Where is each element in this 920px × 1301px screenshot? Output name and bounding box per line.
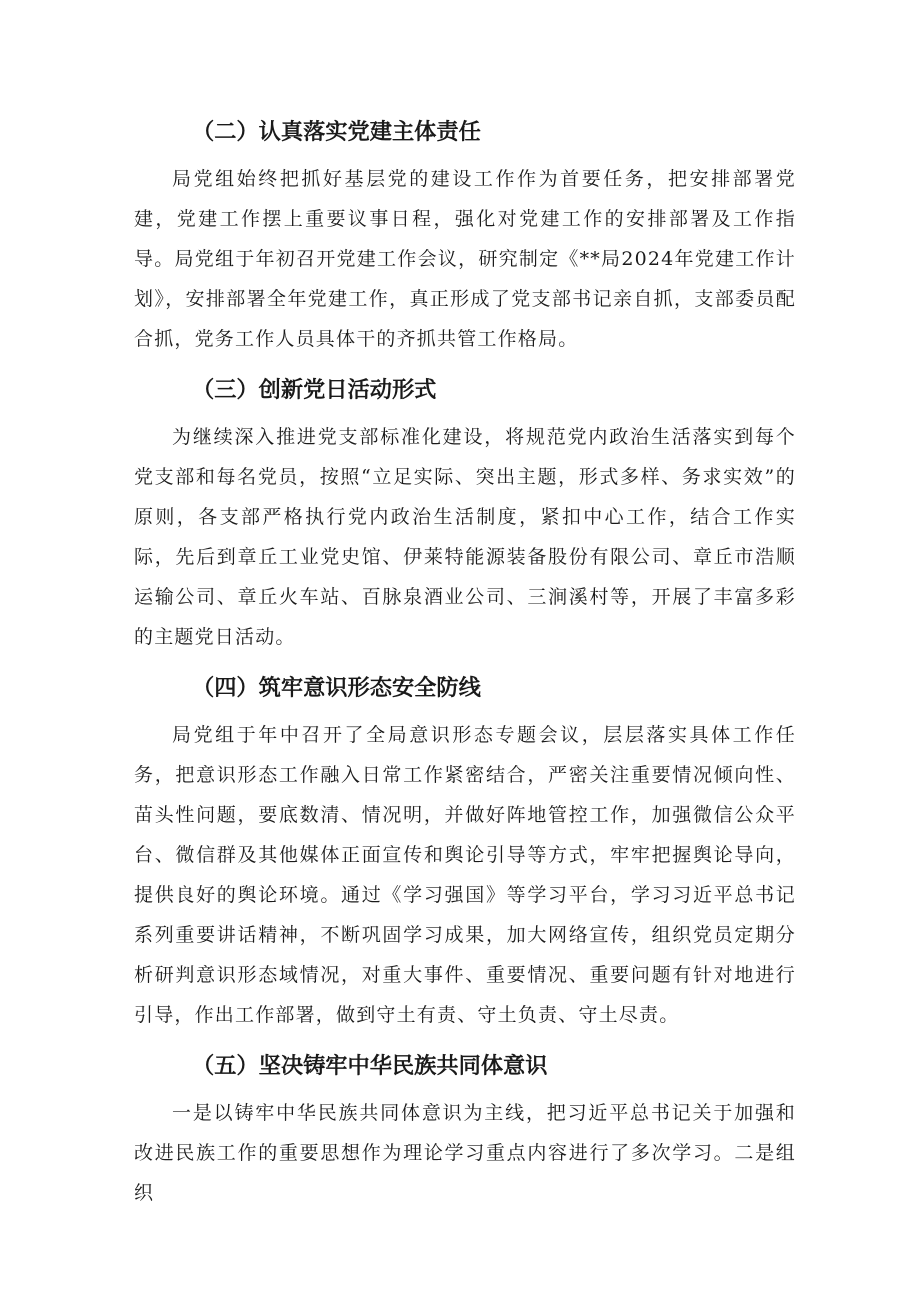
section-paragraph: 局党组始终把抓好基层党的建设工作作为首要任务，把安排部署党建，党建工作摆上重要议事日程，强化对党建工作的安排部署及工作指导。局党组于年初召开党建工作会议，研究制定《**局2024年党建工作计划》，安排部署全年党建工作，真正形成了党支部书记亲自抓，支部委员配合抓，党务工作人员具体干的齐抓共管工作格局。 (134, 168, 796, 350)
section-heading: （二）认真落实党建主体责任 (192, 119, 481, 145)
section-national-community (134, 1046, 796, 1213)
section-heading: （四）筑牢意识形态安全防线 (192, 675, 481, 701)
section-party-day-activities (134, 370, 796, 657)
section-paragraph: 局党组于年中召开了全局意识形态专题会议，层层落实具体工作任务，把意识形态工作融入日常工作紧密结合，严密关注重要情况倾向性、苗头性问题，要底数清、情况明，并做好阵地管控工作，加强微信公众平台、微信群及其他媒体正面宣传和舆论引导等方式，牢牢把握舆论导向，提供良好的舆论环境。通过《学习强国》等学习平台，学习习近平总书记系列重要讲话精神，不断巩固学习成果，加大网络宣传，组织党员定期分析研判意识形态域情况，对重大事件、重要情况、重要问题有针对地进行引导，作出工作部署，做到守土有责、守土负责、守土尽责。 (134, 724, 796, 1026)
section-party-building-responsibility (134, 112, 796, 359)
document-body (134, 112, 796, 1213)
section-heading: （三）创新党日活动形式 (192, 377, 437, 403)
section-heading: （五）坚决铸牢中华民族共同体意识 (192, 1053, 548, 1079)
section-paragraph: 为继续深入推进党支部标准化建设，将规范党内政治生活落实到每个党支部和每名党员，按照“立足实际、突出主题，形式多样、务求实效”的原则，各支部严格执行党内政治生活制度，紧扣中心工作，结合工作实际，先后到章丘工业党史馆、伊莱特能源装备股份有限公司、章丘市浩顺运输公司、章丘火车站、百脉泉酒业公司、三涧溪村等，开展了丰富多彩的主题党日活动。 (134, 426, 796, 648)
section-paragraph: 一是以铸牢中华民族共同体意识为主线，把习近平总书记关于加强和改进民族工作的重要思想作为理论学习重点内容进行了多次学习。二是组织 (134, 1102, 796, 1204)
section-ideology-security (134, 668, 796, 1035)
